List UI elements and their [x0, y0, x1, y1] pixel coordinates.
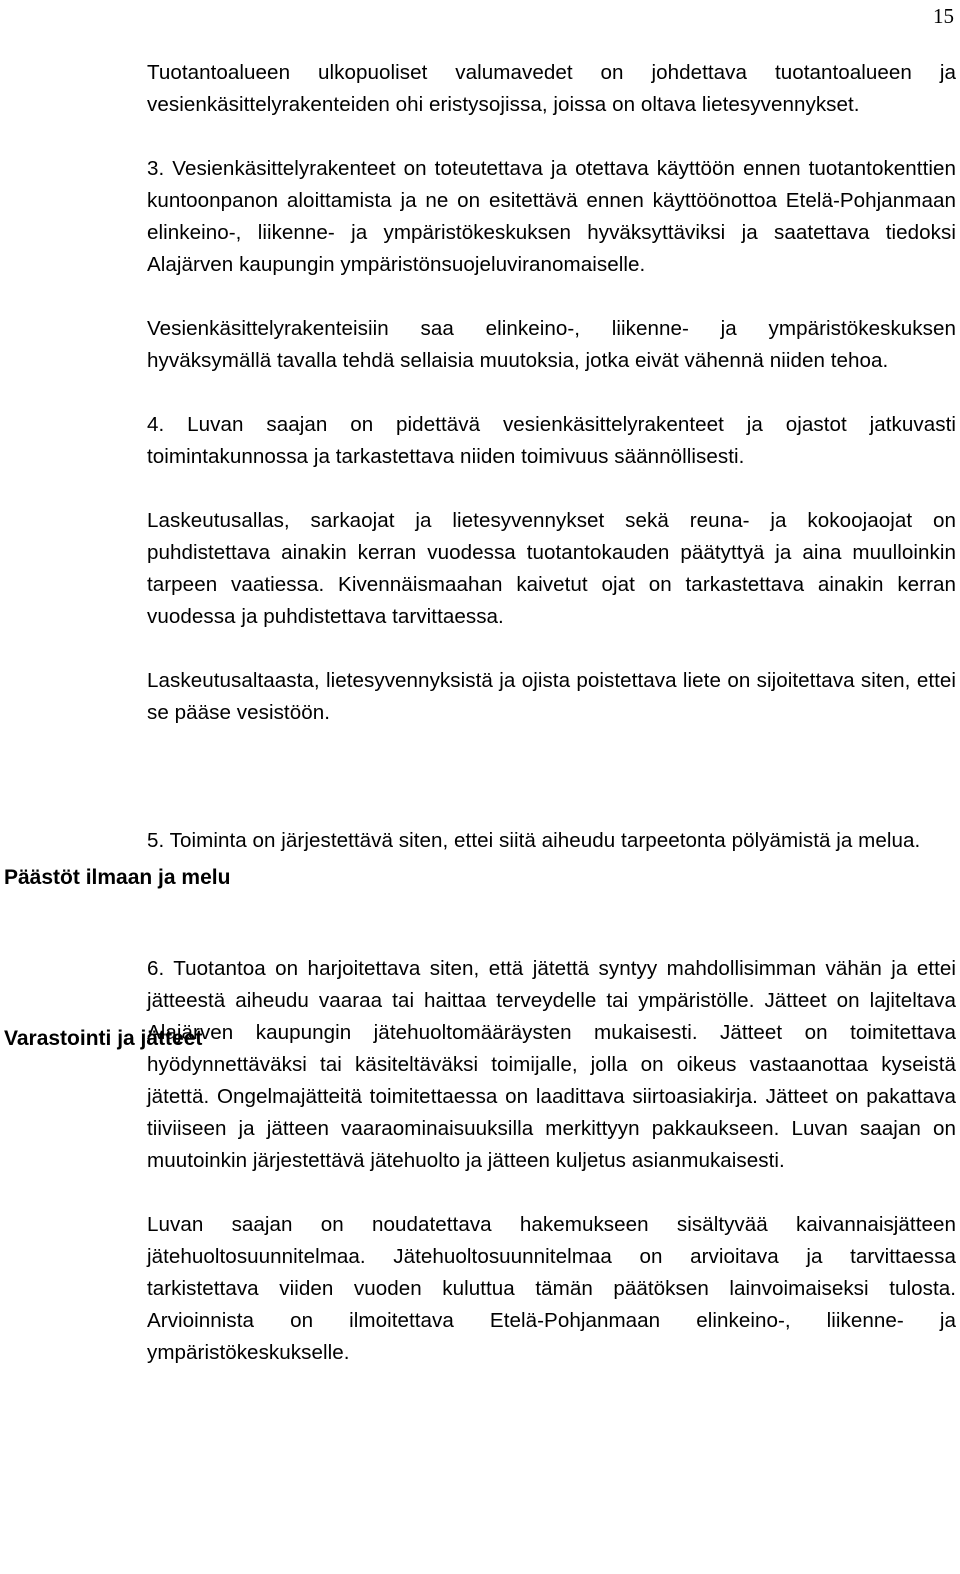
paragraph-item-4-cleaning: Laskeutusallas, sarkaojat ja lietesyvennykset sekä reuna- ja kokoojaojat on puhdistettava ainakin kerran vuodessa tuotantokauden päätyttyä ja aina muulloinkin tarpeen vaatiessa. Kivennäismaahan kaivetut ojat on tarkastettava ainakin kerran vuodessa ja puhdistettava tarvittaessa. — [147, 509, 956, 628]
paragraph-item-4-sludge: Laskeutusaltaasta, lietesyvennyksistä ja ojista poistettava liete on sijoitettava siten, ettei se pääse vesistöön. — [147, 669, 956, 724]
paragraph-item-3-changes: Vesienkäsittelyrakenteisiin saa elinkeino-, liikenne- ja ympäristökeskuksen hyväksymällä tavalla tehdä sellaisia muutoksia, jotka eivät vähennä niiden tehoa. — [147, 317, 956, 372]
paragraph-item-5: 5. Toiminta on järjestettävä siten, ettei siitä aiheudu tarpeetonta pölyämistä ja melua. — [147, 829, 921, 852]
section-heading-emissions: Päästöt ilmaan ja melu — [4, 866, 231, 889]
paragraph-item-4: 4. Luvan saajan on pidettävä vesienkäsittelyrakenteet ja ojastot jatkuvasti toimintakunnossa ja tarkastettava niiden toimivuus säännöllisesti. — [147, 413, 956, 468]
section-heading-storage: Varastointi ja jätteet — [4, 1027, 203, 1050]
page-number: 15 — [933, 4, 954, 28]
body-text — [147, 57, 956, 1401]
paragraph-item-3: 3. Vesienkäsittelyrakenteet on toteutettava ja otettava käyttöön ennen tuotantokenttien kuntoonpanon aloittamista ja ne on esitettävä ennen käyttöönottoa Etelä-Pohjanmaan elinkeino-, liikenne- ja ympäristökeskuksen hyväksyttäviksi ja saatettava tiedoksi Alajärven kaupungin ympäristönsuojeluviranomaiselle. — [147, 157, 956, 276]
paragraph-item-6-waste-plan: Luvan saajan on noudatettava hakemukseen sisältyvää kaivannaisjätteen jätehuoltosuunnitelmaa. Jätehuoltosuunnitelmaa on arvioitava ja tarvittaessa tarkistettava viiden vuoden kuluttua tämän päätöksen lainvoimaiseksi tulosta. Arvioinnista on ilmoitettava Etelä-Pohjanmaan elinkeino-, liikenne- ja ympäristökeskukselle. — [147, 1213, 956, 1364]
paragraph-runoff: Tuotantoalueen ulkopuoliset valumavedet on johdettava tuotantoalueen ja vesienkäsittelyrakenteiden ohi eristysojissa, joissa on oltava lietesyvennykset. — [147, 61, 956, 116]
paragraph-item-6: 6. Tuotantoa on harjoitettava siten, että jätettä syntyy mahdollisimman vähän ja ettei jätteestä aiheudu vaaraa tai haittaa terveydelle tai ympäristölle. Jätteet on lajiteltava Alajärven kaupungin jätehuoltomääräysten mukaisesti. Jätteet on toimitettava hyödynnettäväksi tai käsiteltäväksi toimijalle, jolla on oikeus vastaanottaa kyseistä jätettä. Ongelmajätteitä toimitettaessa on laadittava siirtoasiakirja. Jätteet on pakattava tiiviiseen ja jätteen vaaraominaisuuksilla merkittyyn pakkaukseen. Luvan saajan on muutoinkin järjestettävä jätehuolto ja jätteen kuljetus asianmukaisesti. — [147, 957, 956, 1172]
